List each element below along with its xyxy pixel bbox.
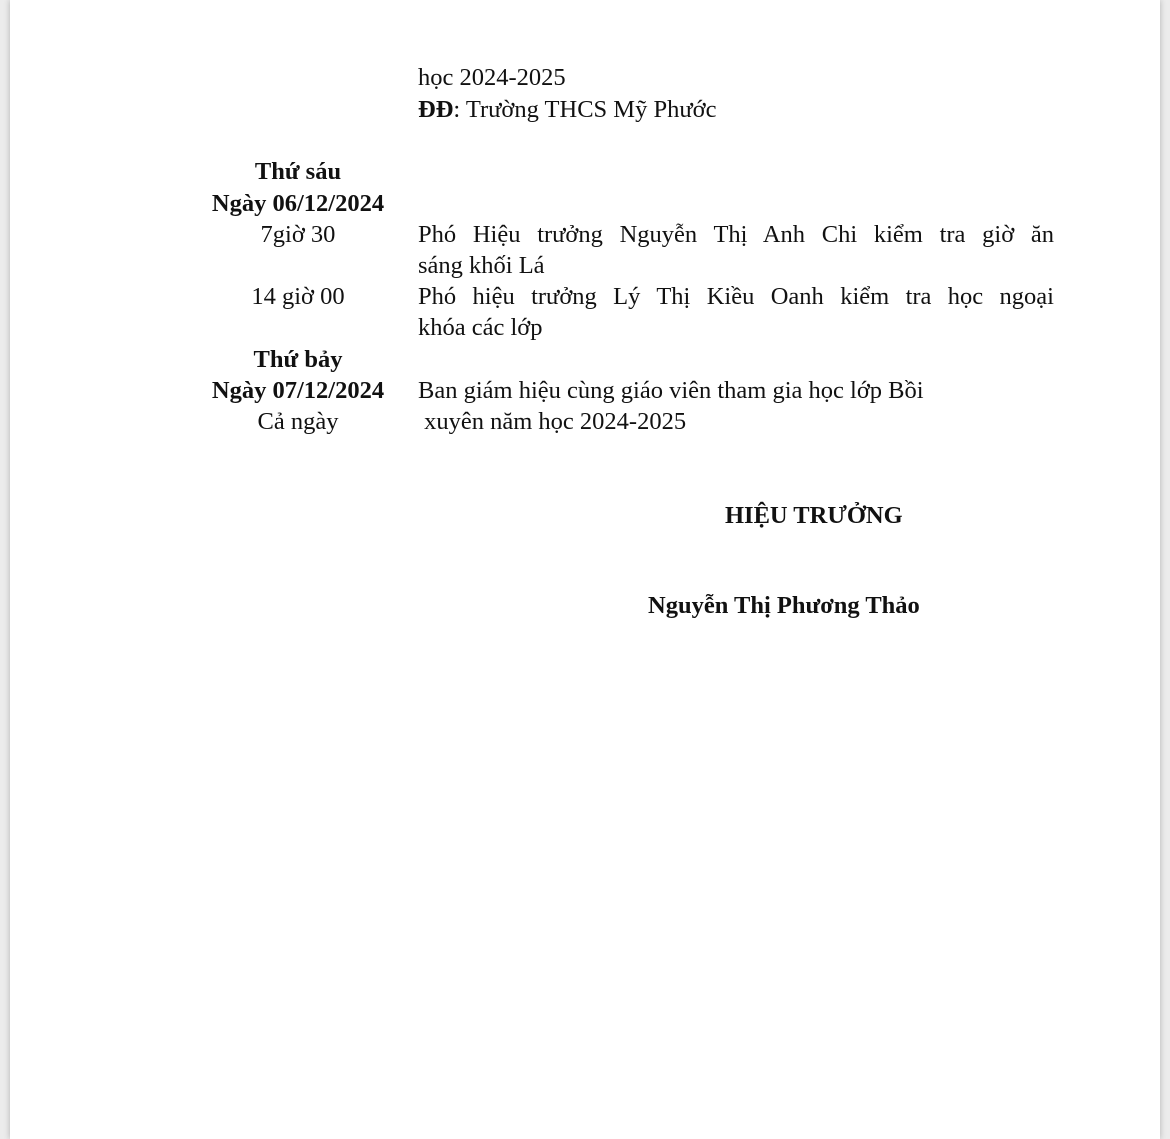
date-label-saturday: Ngày 07/12/2024 (211, 377, 385, 404)
activity-line: Ban giám hiệu cùng giáo viên tham gia học lớp Bồi (418, 377, 924, 404)
activity-line: xuyên năm học 2024-2025 (418, 408, 687, 435)
time-label: 7giờ 30 (260, 221, 336, 248)
location-value: : Trường THCS Mỹ Phước (453, 96, 717, 123)
time-label: 14 giờ 00 (251, 283, 345, 310)
date-label-friday: Ngày 06/12/2024 (211, 190, 385, 217)
activity-line: Phó hiệu trưởng Lý Thị Kiều Oanh kiểm tra học ngoại (418, 283, 1054, 310)
activity-line: sáng khối Lá (418, 252, 545, 279)
activity-line: khóa các lớp (418, 314, 543, 341)
location-line (418, 94, 716, 125)
school-year-line: học 2024-2025 (418, 64, 566, 91)
time-label: Cả ngày (257, 408, 339, 435)
document-page (10, 0, 1160, 1139)
location-label: ĐĐ (418, 96, 454, 123)
day-label-saturday: Thứ bảy (253, 346, 343, 373)
activity-line: Phó Hiệu trưởng Nguyễn Thị Anh Chi kiểm tra giờ ăn (418, 221, 1054, 248)
signature-name: Nguyễn Thị Phương Thảo (648, 592, 920, 619)
signature-title: HIỆU TRƯỞNG (725, 502, 903, 529)
day-label-friday: Thứ sáu (254, 158, 342, 185)
